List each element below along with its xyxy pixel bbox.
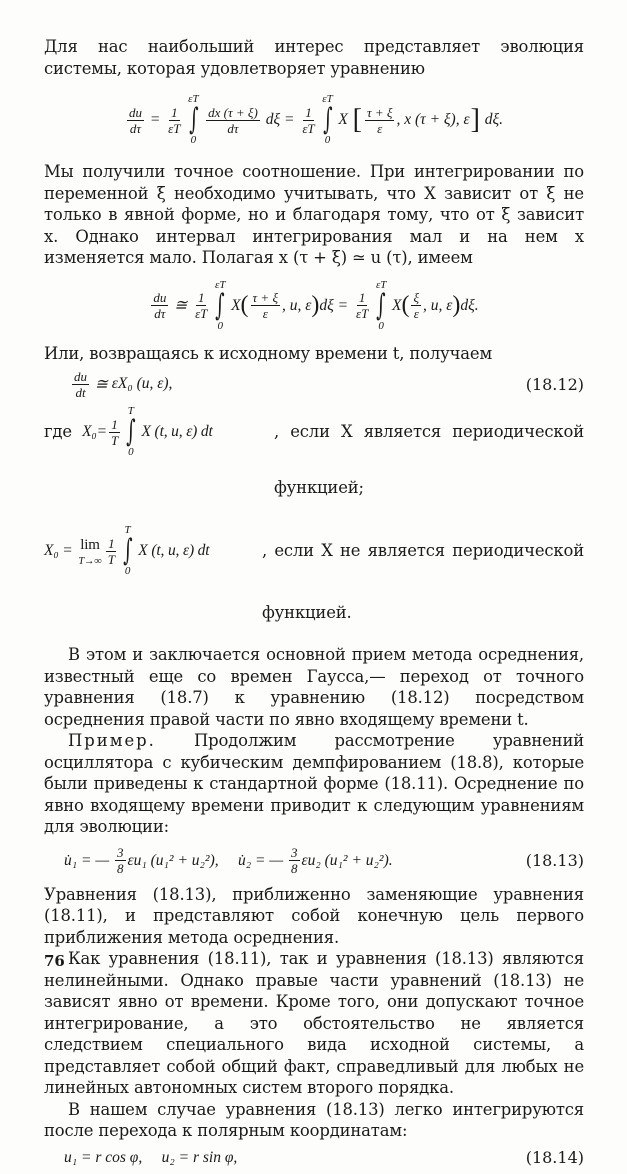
equation-number: (18.12) xyxy=(525,374,584,394)
page-body xyxy=(44,36,584,1174)
integral: T ∫ 0 xyxy=(126,405,136,458)
paragraph-2: Мы получили точное соотношение. При интегрировании по переменной ξ необходимо учитывать, что X зависит от ξ не только в явной форме, но и благодаря тому, что от ξ зависит x. Однако интервал интегрирования мал и на нем x изменяется мало. Полагая x (τ + ξ) ≃ u (τ), имеем xyxy=(44,162,584,267)
equation-18-14: u₁ = r cos φ, u₂ = r sin φ, (18.14) xyxy=(64,1148,584,1167)
integral: εT ∫ 0 xyxy=(375,278,387,332)
definition-periodic: где X₀ = $\frac{1}{T}$ T ∫ 0 X (t, u, ε) dt xyxy=(44,405,213,458)
fraction: $\frac{1}{\varepsilon T}$ xyxy=(356,290,369,321)
paragraph-7: Пример. Продолжим рассмотрение уравнений осциллятора с кубическим демпфированием (18.8), которые были приведены к стандартной форме (18.11). Осреднение по явно входящему времени приводит к следующим уравнениям для эволюции: xyxy=(44,731,585,836)
paragraph-9: Как уравнения (18.11), так и уравнения (18.13) являются нелинейными. Однако правые части уравнений (18.13) не зависят явно от времени. Кроме того, они допускают точное интегрирование, а это обстоятельство не является следствием специального вида исходной системы, а представляет собой общий факт, справедливый для любых не линейных автономных систем второго порядка. xyxy=(44,949,584,1097)
equation-du-dtau-approx: $\frac{du}{d\tau}$ ≅ $\frac{1}{\varepsilon T}$ εT ∫ 0 X ( $\frac{\tau + \xi}{\varepsilon}$ , u, ε ) dξ = $\frac{1}{\varepsilon T}$ εT ∫ 0 X ( $\frac{\xi}{\varepsilon}$ , u, ε ) dξ . xyxy=(153,278,479,332)
fraction: $\frac{\xi}{\varepsilon}$ xyxy=(413,290,420,321)
nonperiodic-suffix: , если X не является периодической функцией. xyxy=(262,541,584,622)
equation-number: (18.13) xyxy=(525,851,584,870)
fraction: $\frac{\tau + \xi}{\varepsilon}$ xyxy=(252,290,279,321)
equation-number: (18.14) xyxy=(525,1148,584,1167)
fraction: $\frac{3}{8}$ xyxy=(291,845,298,876)
limit: lim T→∞ xyxy=(78,536,102,568)
definition-nonperiodic: X₀ = lim T→∞ $\frac{1}{T}$ T ∫ 0 X (t, u, ε) dt xyxy=(44,524,210,577)
fraction: $\frac{dx (\tau + \xi)}{d\tau}$ xyxy=(208,104,258,136)
periodic-suffix: , если X является периодической функцией; xyxy=(274,422,584,497)
integral: εT ∫ 0 xyxy=(215,278,226,332)
fraction: $\frac{1}{\varepsilon T}$ xyxy=(168,104,181,136)
fraction: $\frac{du}{d\tau}$ xyxy=(128,104,142,136)
equation-18-12: $\frac{du}{dt}$ ≅ εX₀ (u, ε), (18.12) xyxy=(74,368,584,400)
fraction: $\frac{\tau + \xi}{\varepsilon}$ xyxy=(366,104,393,136)
fraction: $\frac{1}{T}$ xyxy=(110,416,119,448)
equation-18-13: u̇₁ = — $\frac{3}{8}$ εu₁ (u₁² + u₂²), u̇₂ = — $\frac{3}{8}$ εu₂ (u₁² + u₂²). (18.13) xyxy=(64,845,584,876)
paragraph-6: В этом и заключается основной прием метода осреднения, известный еще со времен Гаусса,— переход от точного уравнения (18.7) к уравнению (18.12) посредством осреднения правой части по явно входящему времени t. xyxy=(44,645,584,729)
fraction: $\frac{du}{dt}$ xyxy=(74,368,87,400)
paragraph-10: В нашем случае уравнения (18.13) легко интегрируются после перехода к полярным координатам: xyxy=(44,1099,584,1140)
page-number: 76 xyxy=(44,952,65,970)
fraction: $\frac{3}{8}$ xyxy=(117,845,124,876)
paragraph-8: Уравнения (18.13), приближенно заменяющие уравнения (18.11), и представляют собой конечную цель первого приближения метода осреднения. xyxy=(44,884,584,947)
fraction: $\frac{du}{d\tau}$ xyxy=(153,290,167,321)
integral: εT ∫ 0 xyxy=(188,93,199,146)
paragraph-3: Или, возвращаясь к исходному времени t, получаем xyxy=(44,343,493,363)
fraction: $\frac{1}{\varepsilon T}$ xyxy=(302,104,315,136)
equation-du-dtau-exact: $\frac{du}{d\tau}$ = $\frac{1}{\varepsilon T}$ εT ∫ 0 $\frac{dx (\tau + \xi)}{d\tau}$ dξ = $\frac{1}{\varepsilon T}$ εT ∫ 0 X [ $\frac{\tau + \xi}{\varepsilon}$ , x (τ + ξ), ε ] dξ . xyxy=(128,93,504,146)
integral: εT ∫ 0 xyxy=(322,93,333,146)
fraction: $\frac{1}{T}$ xyxy=(107,535,115,567)
integral: T ∫ 0 xyxy=(122,524,133,577)
fraction: $\frac{1}{\varepsilon T}$ xyxy=(195,290,208,321)
paragraph-1: Для нас наибольший интерес представляет эволюция системы, которая удовлетворяет уравнению xyxy=(44,37,584,78)
